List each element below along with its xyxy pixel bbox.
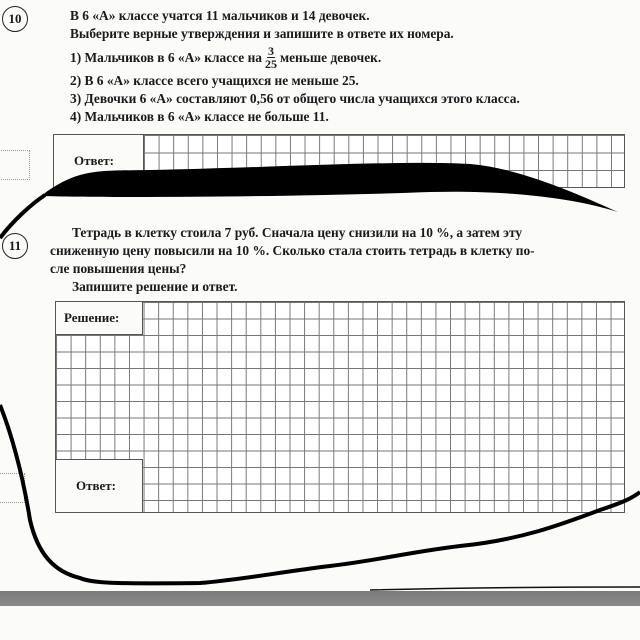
task11-line-1: Тетрадь в клетку стоила 7 руб. Сначала цену снизили на 10 %, а затем эту xyxy=(72,225,523,240)
task10-instruction: Выберите верные утверждения и запишите в ответе их номера. xyxy=(70,26,454,41)
task11-line-3: сле повышения цены? xyxy=(50,261,187,276)
task-number: 11 xyxy=(8,238,22,253)
scribble-stroke xyxy=(42,163,618,212)
task10-intro: В 6 «А» классе учатся 11 мальчиков и 14 девочек. xyxy=(70,8,370,23)
loop-stroke xyxy=(0,195,45,238)
task-number: 10 xyxy=(8,11,22,26)
task10-statement-3: 3) Девочки 6 «А» составляют 0,56 от общего числа учащихся этого класса. xyxy=(70,91,520,106)
answer-label: Ответ: xyxy=(54,135,144,187)
loop-stroke xyxy=(0,405,640,583)
task11-line-2: сниженную цену повысили на 10 %. Сколько стала стоить тетрадь в клетку по- xyxy=(50,243,535,258)
statement-text: меньше девочек. xyxy=(279,50,382,65)
stroke-line xyxy=(370,587,640,590)
task10-statement-2: 2) В 6 «А» классе всего учащихся не меньше 25. xyxy=(70,73,359,88)
fraction-numerator: 3 xyxy=(267,44,274,58)
solution-label: Решение: xyxy=(56,302,143,335)
statement-text: 1) Мальчиков в 6 «А» классе на xyxy=(70,50,262,65)
task11-instruction: Запишите решение и ответ. xyxy=(72,279,238,294)
fraction-denominator: 25 xyxy=(264,57,277,71)
task10-statement-4: 4) Мальчиков в 6 «А» классе не больше 11. xyxy=(70,109,329,124)
answer-label: Ответ: xyxy=(56,459,143,512)
